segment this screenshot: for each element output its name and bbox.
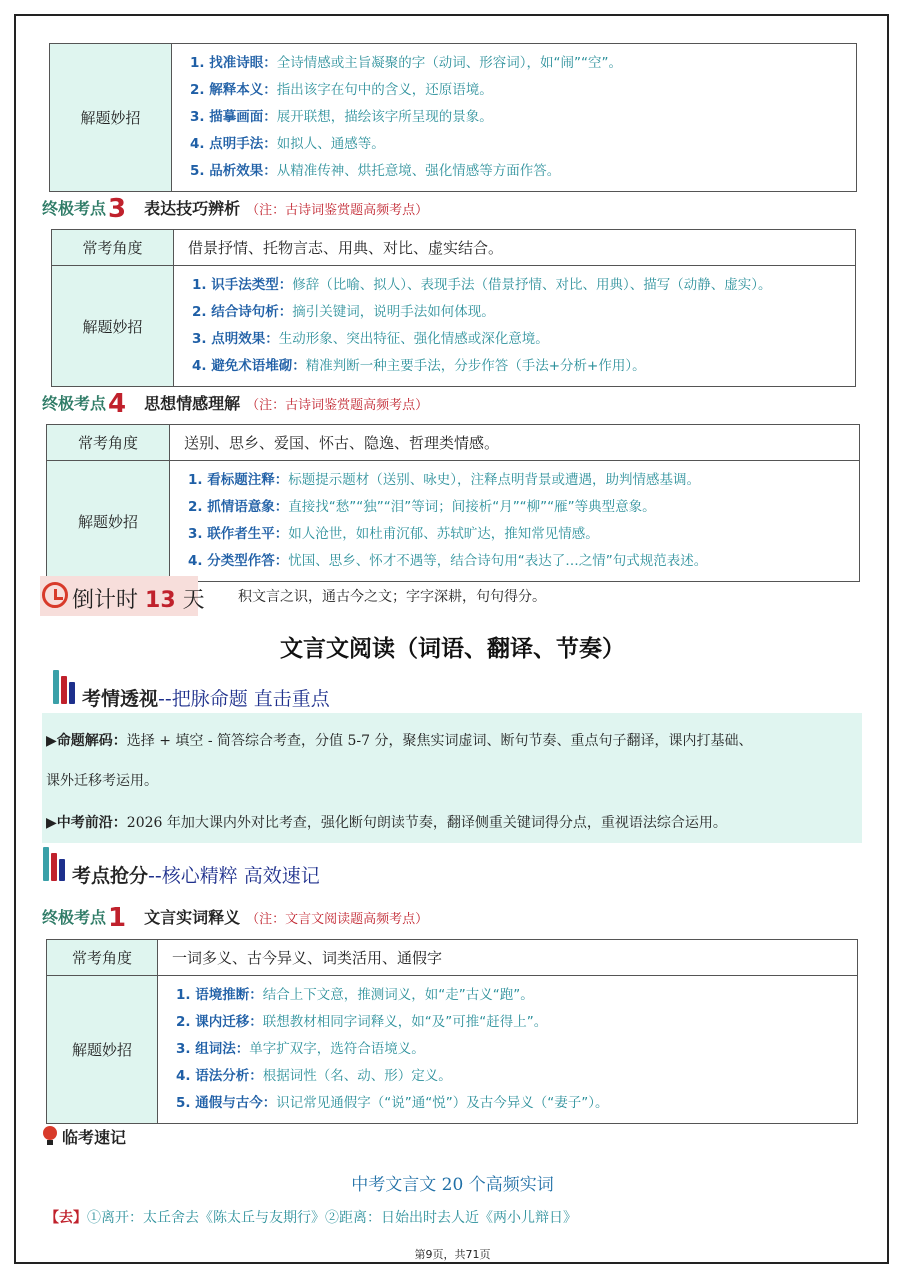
tips-label: 解题妙招 (47, 976, 158, 1124)
notional-word-table (46, 939, 858, 1124)
tips-label: 解题妙招 (52, 266, 174, 387)
frontier-line: ▶中考前沿：2026 年加大课内外对比考查，强化断句朗读节奏，翻译侧重关键词得分点，重视语法综合运用。 (46, 815, 727, 831)
tip-item: 1. 找准诗眼：全诗情感或主旨凝聚的字（动词、形容词），如“闹”“空”。 (190, 55, 622, 71)
main-title: 文言文阅读（词语、翻译、节奏） (280, 636, 625, 662)
page-number: 第9页，共71页 (414, 1248, 491, 1261)
word-entry-qu: 【去】①离开：太丘舍去《陈太丘与友期行》②距离：日始出时去人近《两小儿辩日》 (45, 1210, 577, 1226)
section-heading-3: 终极考点3 表达技巧辨析 （注：古诗词鉴赏题高频考点） (42, 194, 429, 224)
tips-cell (170, 461, 860, 582)
tip-item: 2. 抓情语意象：直接找“愁”“独”“泪”等词；间接析“月”“柳”“雁”等典型意象。 (188, 499, 656, 515)
proposition-line-cont: 课外迁移考运用。 (46, 773, 158, 789)
tip-item: 3. 描摹画面：展开联想，描绘该字所呈现的景象。 (190, 109, 493, 125)
proposition-line: ▶命题解码：选择 + 填空 - 简答综合考查，分值 5-7 分，聚焦实词虚词、断句节奏、重点句子翻译，课内打基础、 (46, 733, 753, 749)
angle-text: 送别、思乡、爱国、怀古、隐逸、哲理类情感。 (170, 425, 860, 461)
word-list-title: 中考文言文 20 个高频实词 (351, 1175, 554, 1195)
clock-icon (42, 582, 68, 608)
tip-item: 5. 通假与古今：识记常见通假字（“说”通“悦”）及古今异义（“妻子”）。 (176, 1095, 609, 1111)
tips-label: 解题妙招 (50, 44, 172, 192)
section-heading-1: 终极考点1 文言实词释义 （注：文言文阅读题高频考点） (42, 903, 429, 933)
tips-table-top (49, 43, 857, 192)
tip-item: 2. 课内迁移：联想教材相同字词释义，如“及”可推“赶得上”。 (176, 1014, 548, 1030)
tip-item: 5. 品析效果：从精准传神、烘托意境、强化情感等方面作答。 (190, 163, 561, 179)
quick-memo-heading: 临考速记 (42, 1125, 126, 1148)
section-heading-4: 终极考点4 思想情感理解 （注：古诗词鉴赏题高频考点） (42, 389, 429, 419)
tip-item: 1. 语境推断：结合上下文意，推测词义，如“走”古义“跑”。 (176, 987, 534, 1003)
tips-cell (158, 976, 858, 1124)
angle-text: 借景抒情、托物言志、用典、对比、虚实结合。 (174, 230, 856, 266)
emotion-table (46, 424, 860, 582)
angle-label: 常考角度 (47, 940, 158, 976)
tips-cell (172, 44, 857, 192)
tip-item: 4. 点明手法：如拟人、通感等。 (190, 136, 385, 152)
tips-label: 解题妙招 (47, 461, 170, 582)
exam-analysis-box (42, 713, 862, 843)
tip-item: 4. 分类型作答：忧国、思乡、怀才不遇等，结合诗句用“表达了…之情”句式规范表述。 (188, 553, 708, 569)
countdown-motto: 积文言之识，通古今之文；字字深耕，句句得分。 (238, 589, 546, 605)
tip-item: 3. 点明效果：生动形象、突出特征、强化情感或深化意境。 (192, 331, 549, 347)
tip-item: 1. 识手法类型：修辞（比喻、拟人）、表现手法（借景抒情、对比、用典）、描写（动静、虚实）。 (192, 277, 772, 293)
tip-item: 3. 组词法：单字扩双字，选符合语境义。 (176, 1041, 425, 1057)
tip-item: 2. 结合诗句析：摘引关键词，说明手法如何体现。 (192, 304, 495, 320)
section-header-exam-analysis: 考情透视--把脉命题 直击重点 (82, 688, 330, 710)
books-icon (43, 845, 71, 881)
technique-table (51, 229, 856, 387)
tip-item: 4. 避免术语堆砌：精准判断一种主要手法，分步作答（手法+分析+作用）。 (192, 358, 646, 374)
tip-item: 1. 看标题注释：标题提示题材（送别、咏史），注释点明背景或遭遇，助判情感基调。 (188, 472, 700, 488)
angle-label: 常考角度 (47, 425, 170, 461)
tip-item: 2. 解释本义：指出该字在句中的含义，还原语境。 (190, 82, 493, 98)
tip-item: 3. 联作者生平：如人沧世，如杜甫沉郁、苏轼旷达，推知常见情感。 (188, 526, 599, 542)
countdown-text: 倒计时 13 天 (72, 588, 205, 613)
books-icon (53, 668, 81, 704)
countdown-banner (40, 576, 205, 616)
section-header-score-points: 考点抢分--核心精粹 高效速记 (72, 865, 320, 887)
tip-item: 4. 语法分析：根据词性（名、动、形）定义。 (176, 1068, 452, 1084)
tips-cell (174, 266, 856, 387)
angle-text: 一词多义、古今异义、词类活用、通假字 (158, 940, 858, 976)
lightbulb-icon (42, 1126, 58, 1146)
angle-label: 常考角度 (52, 230, 174, 266)
